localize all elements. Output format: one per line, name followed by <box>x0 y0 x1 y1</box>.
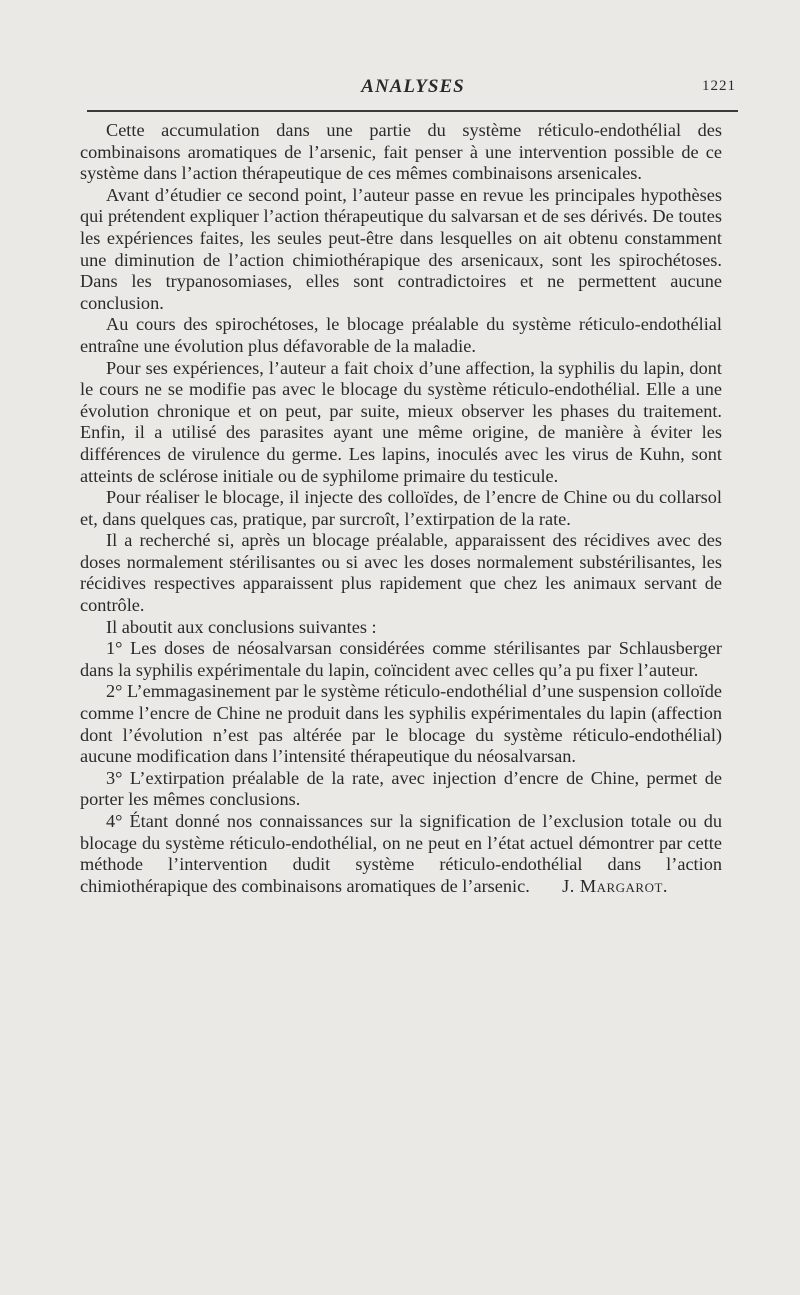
conclusion-item: 1° Les doses de néosalvarsan considérées comme stérilisantes par Schlausberger dans la syphilis expérimentale du lapin, coïncident avec celles qu’a pu fixer l’auteur. <box>80 638 722 680</box>
paragraph: Cette accumulation dans une partie du système réticulo-endothélial des combinaisons aromatiques de l’arsenic, fait penser à une intervention possible de ce système dans l’action thérapeutique de ces mêmes combinaisons arsenicales. <box>80 120 722 184</box>
paragraph-text: 4° Étant donné nos connaissances sur la signification de l’exclusion totale ou du blocage du système réticulo-endothélial, on ne peut en l’état actuel démontrer par cette méthode l’intervention dudit système réticulo-endothélial dans l’action chimiothérapique des combinaisons aromatiques de l’arsenic. <box>80 811 722 896</box>
author-signature: J. Margarot. <box>562 875 668 896</box>
conclusion-item: 2° L’emmagasinement par le système réticulo-endothélial d’une suspension colloïde comme l’encre de Chine ne produit dans les syphilis expérimentales du lapin (affection dont l’évolution n’est pas altérée par le blocage du système réticulo-endothélial) aucune modification dans l’intensité thérapeutique du néosalvarsan. <box>80 681 722 767</box>
paragraph: Il aboutit aux conclusions suivantes : <box>106 616 377 637</box>
page-number: 1221 <box>702 78 736 94</box>
paragraph: Il a recherché si, après un blocage préalable, apparaissent des récidives avec des doses normalement stérilisantes ou si avec les doses normalement substérilisantes, les récidives respectives apparaissent plus rapidement que chez les animaux servant de contrôle. <box>80 530 722 616</box>
article-body <box>80 120 722 897</box>
paragraph: Pour réaliser le blocage, il injecte des colloïdes, de l’encre de Chine ou du collarsol et, dans quelques cas, pratique, par surcroît, l’extirpation de la rate. <box>80 487 722 529</box>
running-header <box>80 74 736 104</box>
running-title: ANALYSES <box>361 76 465 97</box>
conclusion-item: 3° L’extirpation préalable de la rate, avec injection d’encre de Chine, permet de porter les mêmes conclusions. <box>80 767 722 810</box>
paragraph: Avant d’étudier ce second point, l’auteur passe en revue les principales hypothèses qui prétendent expliquer l’action thérapeutique du salvarsan et de ses dérivés. De toutes les expériences faites, les seules peut-être dans lesquelles on ait obtenu constamment une diminution de l’action chimiothérapique des arsenicaux, sont les spirochétoses. Dans les trypanosomiases, elles sont contradictoires et ne permettent aucune conclusion. <box>80 184 722 313</box>
header-rule <box>87 110 738 112</box>
paragraph: Au cours des spirochétoses, le blocage préalable du système réticulo-endothélial entraîne une évolution plus défavorable de la maladie. <box>80 314 722 356</box>
paragraph: Pour ses expériences, l’auteur a fait choix d’une affection, la syphilis du lapin, dont le cours ne se modifie pas avec le blocage du système réticulo-endothélial. Elle a une évolution chronique et on peut, par suite, mieux observer les phases du traitement. Enfin, il a utilisé des parasites ayant une même origine, de manière à éviter les différences de virulence du germe. Les lapins, inoculés avec les virus de Kuhn, sont atteints de sclérose initiale ou de syphilome primaire du testicule. <box>80 357 722 486</box>
conclusion-item <box>80 811 722 897</box>
